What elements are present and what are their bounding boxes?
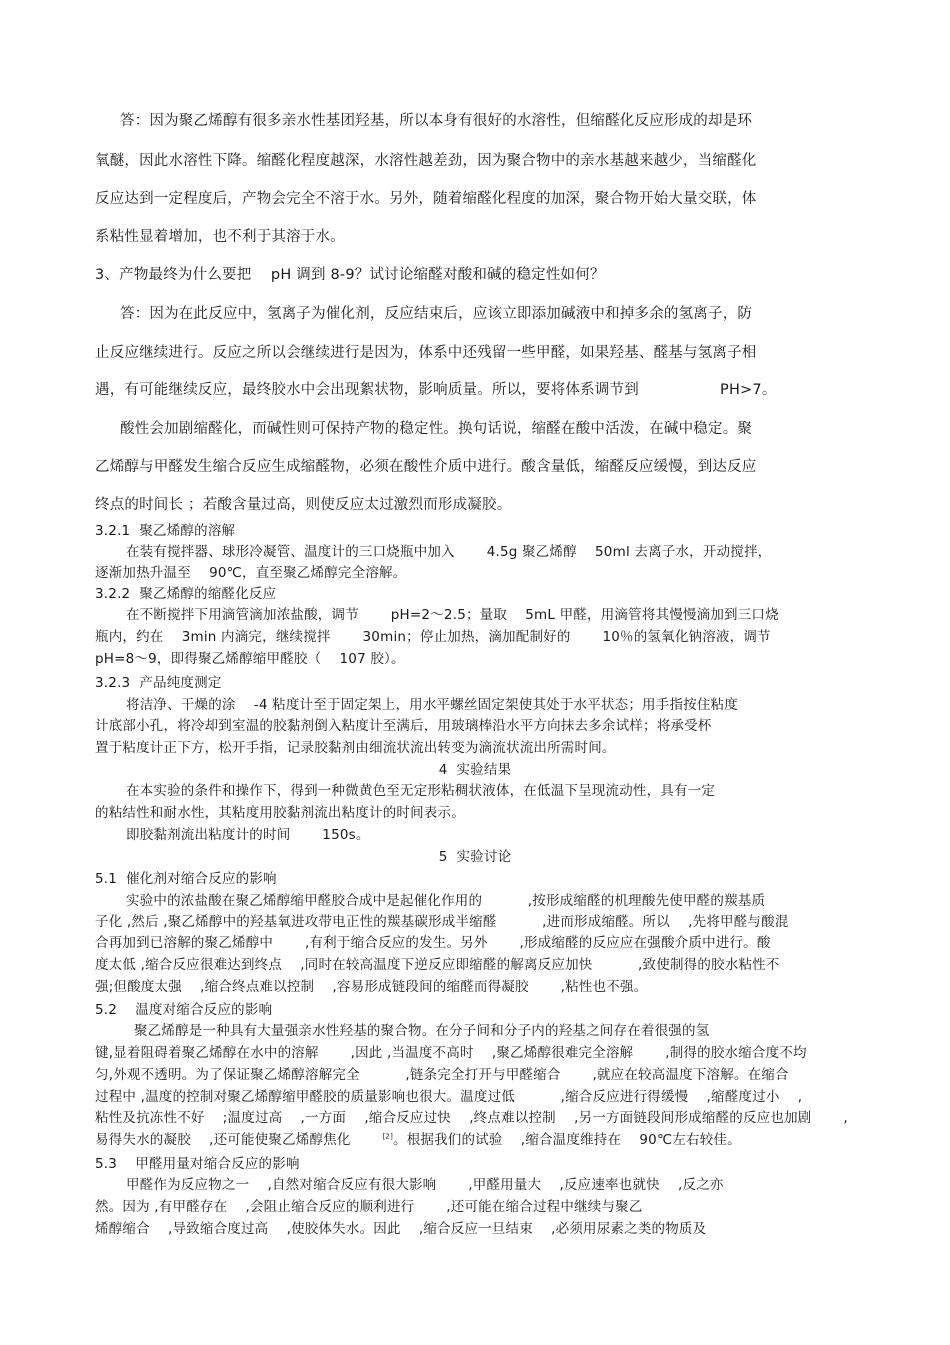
acid-para-line1: 酸性会加剧缩醛化，而碱性则可保持产物的稳定性。换句话说，缩醛在酸中活泼，在碱中稳定。聚 — [120, 421, 753, 437]
section-3-2-1-heading: 3.2.1 聚乙烯醇的溶解 — [95, 523, 236, 539]
answer3-line1: 答：因为在此反应中，氢离子为催化剂，反应结束后，应该立即添加碱液中和掉多余的氢离子，防 — [120, 306, 753, 322]
acetal-line1: 在不断搅拌下用滴管滴加浓盐酸，调节 pH=2～2.5；量取 5mL 甲醛，用滴管将其慢慢滴加到三口烧 — [126, 607, 779, 623]
formaldehyde-line2: 然。因为 ,有甲醛存在 ,会阻止缩合反应的顺利进行 ,还可能在缩合过程中继续与聚乙 — [95, 1199, 643, 1215]
answer3-line2: 止反应继续进行。反应之所以会继续进行是因为，体系中还残留一些甲醛，如果羟基、醛基与氢离子相 — [95, 345, 757, 361]
temperature-line6 — [95, 1131, 741, 1149]
reference-marker: [2] — [382, 1132, 393, 1141]
dissolve-line1: 在装有搅拌器、球形冷凝管、温度计的三口烧瓶中加入 4.5g 聚乙烯醇 50ml 去离子水，开动搅拌， — [126, 544, 772, 560]
result-line1: 在本实验的条件和操作下，得到一种微黄色至无定形粘稠状液体，在低温下呈现流动性，具有一定 — [126, 783, 716, 799]
purity-line2: 计底部小孔，将冷却到室温的胶黏剂倒入粘度计至满后，用玻璃棒沿水平方向抹去多余试样；将承受杯 — [95, 718, 712, 734]
section-3-2-3-heading: 3.2.3 产品纯度测定 — [95, 675, 222, 691]
acid-para-line2: 乙烯醇与甲醛发生缩合反应生成缩醛物，必须在酸性介质中进行。酸含量低，缩醛反应缓慢，到达反应 — [95, 459, 757, 475]
temperature-line1: 聚乙烯醇是一种具有大量强亲水性羟基的聚合物。在分子间和分子内的羟基之间存在着很强的氢 — [134, 1023, 710, 1039]
catalyst-line4: 度太低 ,缩合反应很难达到终点 ,同时在较高温度下逆反应即缩醛的解离反应加快 ,致使制得的胶水粘性不 — [95, 957, 780, 973]
acetal-line3: pH=8～9，即得聚乙烯醇缩甲醛胶（ 107 胶）。 — [95, 651, 405, 667]
catalyst-line2: 子化 ,然后 ,聚乙烯醇中的羟基氧进攻带电正性的羰基碳形成半缩醛 ,进而形成缩醛。所以 ,先将甲醛与酸混 — [95, 914, 789, 930]
answer2-line1: 答：因为聚乙烯醇有很多亲水性基团羟基，所以本身有很好的水溶性，但缩醛化反应形成的却是环 — [120, 113, 753, 129]
acid-para-line3: 终点的时间长 ；若酸含量过高，则使反应太过激烈而形成凝胶。 — [95, 497, 512, 513]
answer2-line4: 系粘性显着增加，也不利于其溶于水。 — [95, 229, 345, 245]
section-5-3-heading: 5.3 甲醛用量对缩合反应的影响 — [95, 1156, 300, 1172]
answer3-line3: 遇，有可能继续反应，最终胶水中会出现絮状物，影响质量。所以，要将体系调节到 — [95, 382, 639, 398]
answer2-line2: 氧醚，因此水溶性下降。缩醛化程度越深，水溶性越差劲，因为聚合物中的亲水基越来越少，当缩醛化 — [95, 153, 757, 169]
result-line2: 的粘结性和耐水性，其粘度用胶黏剂流出粘度计的时间表示。 — [95, 805, 465, 821]
temperature-line2: 键,显着阻碍着聚乙烯醇在水中的溶解 ,因此 ,当温度不高时 ,聚乙烯醇很难完全溶解 ,制得的胶水缩合度不均 — [95, 1045, 807, 1061]
dissolve-line2: 逐渐加热升温至 90℃，直至聚乙烯醇完全溶解。 — [95, 565, 407, 581]
formaldehyde-line1: 甲醛作为反应物之一 ,自然对缩合反应有很大影响 ,甲醛用量大 ,反应速率也就快 ,反之亦 — [126, 1177, 724, 1193]
catalyst-line3: 合再加到已溶解的聚乙烯醇中 ,有利于缩合反应的发生。另外 ,形成缩醛的反应应在强酸介质中进行。酸 — [95, 935, 771, 951]
temperature-line4: 过程中 ,温度的控制对聚乙烯醇缩甲醛胶的质量影响也很大。温度过低 ,缩合反应进行得缓慢 ,缩醛度过小 , — [95, 1089, 803, 1105]
section-4-heading: 4 实验结果 — [438, 762, 512, 778]
answer3-ph-value: PH>7。 — [720, 382, 777, 398]
section-5-heading: 5 实验讨论 — [438, 849, 512, 865]
purity-line1: 将洁净、干燥的涂 -4 粘度计至于固定架上，用水平螺丝固定架使其处于水平状态；用手指按住粘度 — [126, 697, 738, 713]
section-3-2-2-heading: 3.2.2 聚乙烯醇的缩醛化反应 — [95, 586, 277, 602]
acetal-line2: 瓶内，约在 3min 内滴完，继续搅拌 30min；停止加热，滴加配制好的 10％的氢氧化钠溶液，调节 — [95, 629, 771, 645]
catalyst-line5: 强;但酸度太强 ,缩合终点难以控制 ,容易形成链段间的缩醛而得凝胶 ,粘性也不强。 — [95, 979, 648, 995]
temperature-line6-start: 易得失水的凝胶 ,还可能使聚乙烯醇焦化 — [95, 1132, 383, 1148]
temperature-line6-end: 。根据我们的试验 ,缩合温度维持在 90℃左右较佳。 — [393, 1132, 741, 1148]
section-5-2-heading: 5.2 温度对缩合反应的影响 — [95, 1002, 273, 1018]
question-3: 3、产物最终为什么要把 pH 调到 8-9？试讨论缩醛对酸和碱的稳定性如何？ — [95, 267, 605, 283]
answer2-line3: 反应达到一定程度后，产物会完全不溶于水。另外，随着缩醛化程度的加深，聚合物开始大量交联，体 — [95, 191, 757, 207]
result-line3: 即胶黏剂流出粘度计的时间 150s。 — [126, 827, 370, 843]
temperature-line3: 匀,外观不透明。为了保证聚乙烯醇溶解完全 ,链条完全打开与甲醛缩合 ,就应在较高温度下溶解。在缩合 — [95, 1067, 789, 1083]
section-5-1-heading: 5.1 催化剂对缩合反应的影响 — [95, 871, 277, 887]
formaldehyde-line3: 烯醇缩合 ,导致缩合度过高 ,使胶体失水。因此 ,缩合反应一旦结束 ,必须用尿素之类的物质及 — [95, 1221, 707, 1237]
temperature-line5: 粘性及抗冻性不好 ;温度过高 ,一方面 ,缩合反应过快 ,终点难以控制 ,另一方面链段间形成缩醛的反应也加剧 , — [95, 1110, 848, 1126]
catalyst-line1: 实验中的浓盐酸在聚乙烯醇缩甲醛胶合成中是起催化作用的 ,按形成缩醛的机理酸先使甲醛的羰基质 — [126, 893, 766, 909]
purity-line3: 置于粘度计正下方，松开手指，记录胶黏剂由细流状流出转变为滴流状流出所需时间。 — [95, 740, 616, 756]
